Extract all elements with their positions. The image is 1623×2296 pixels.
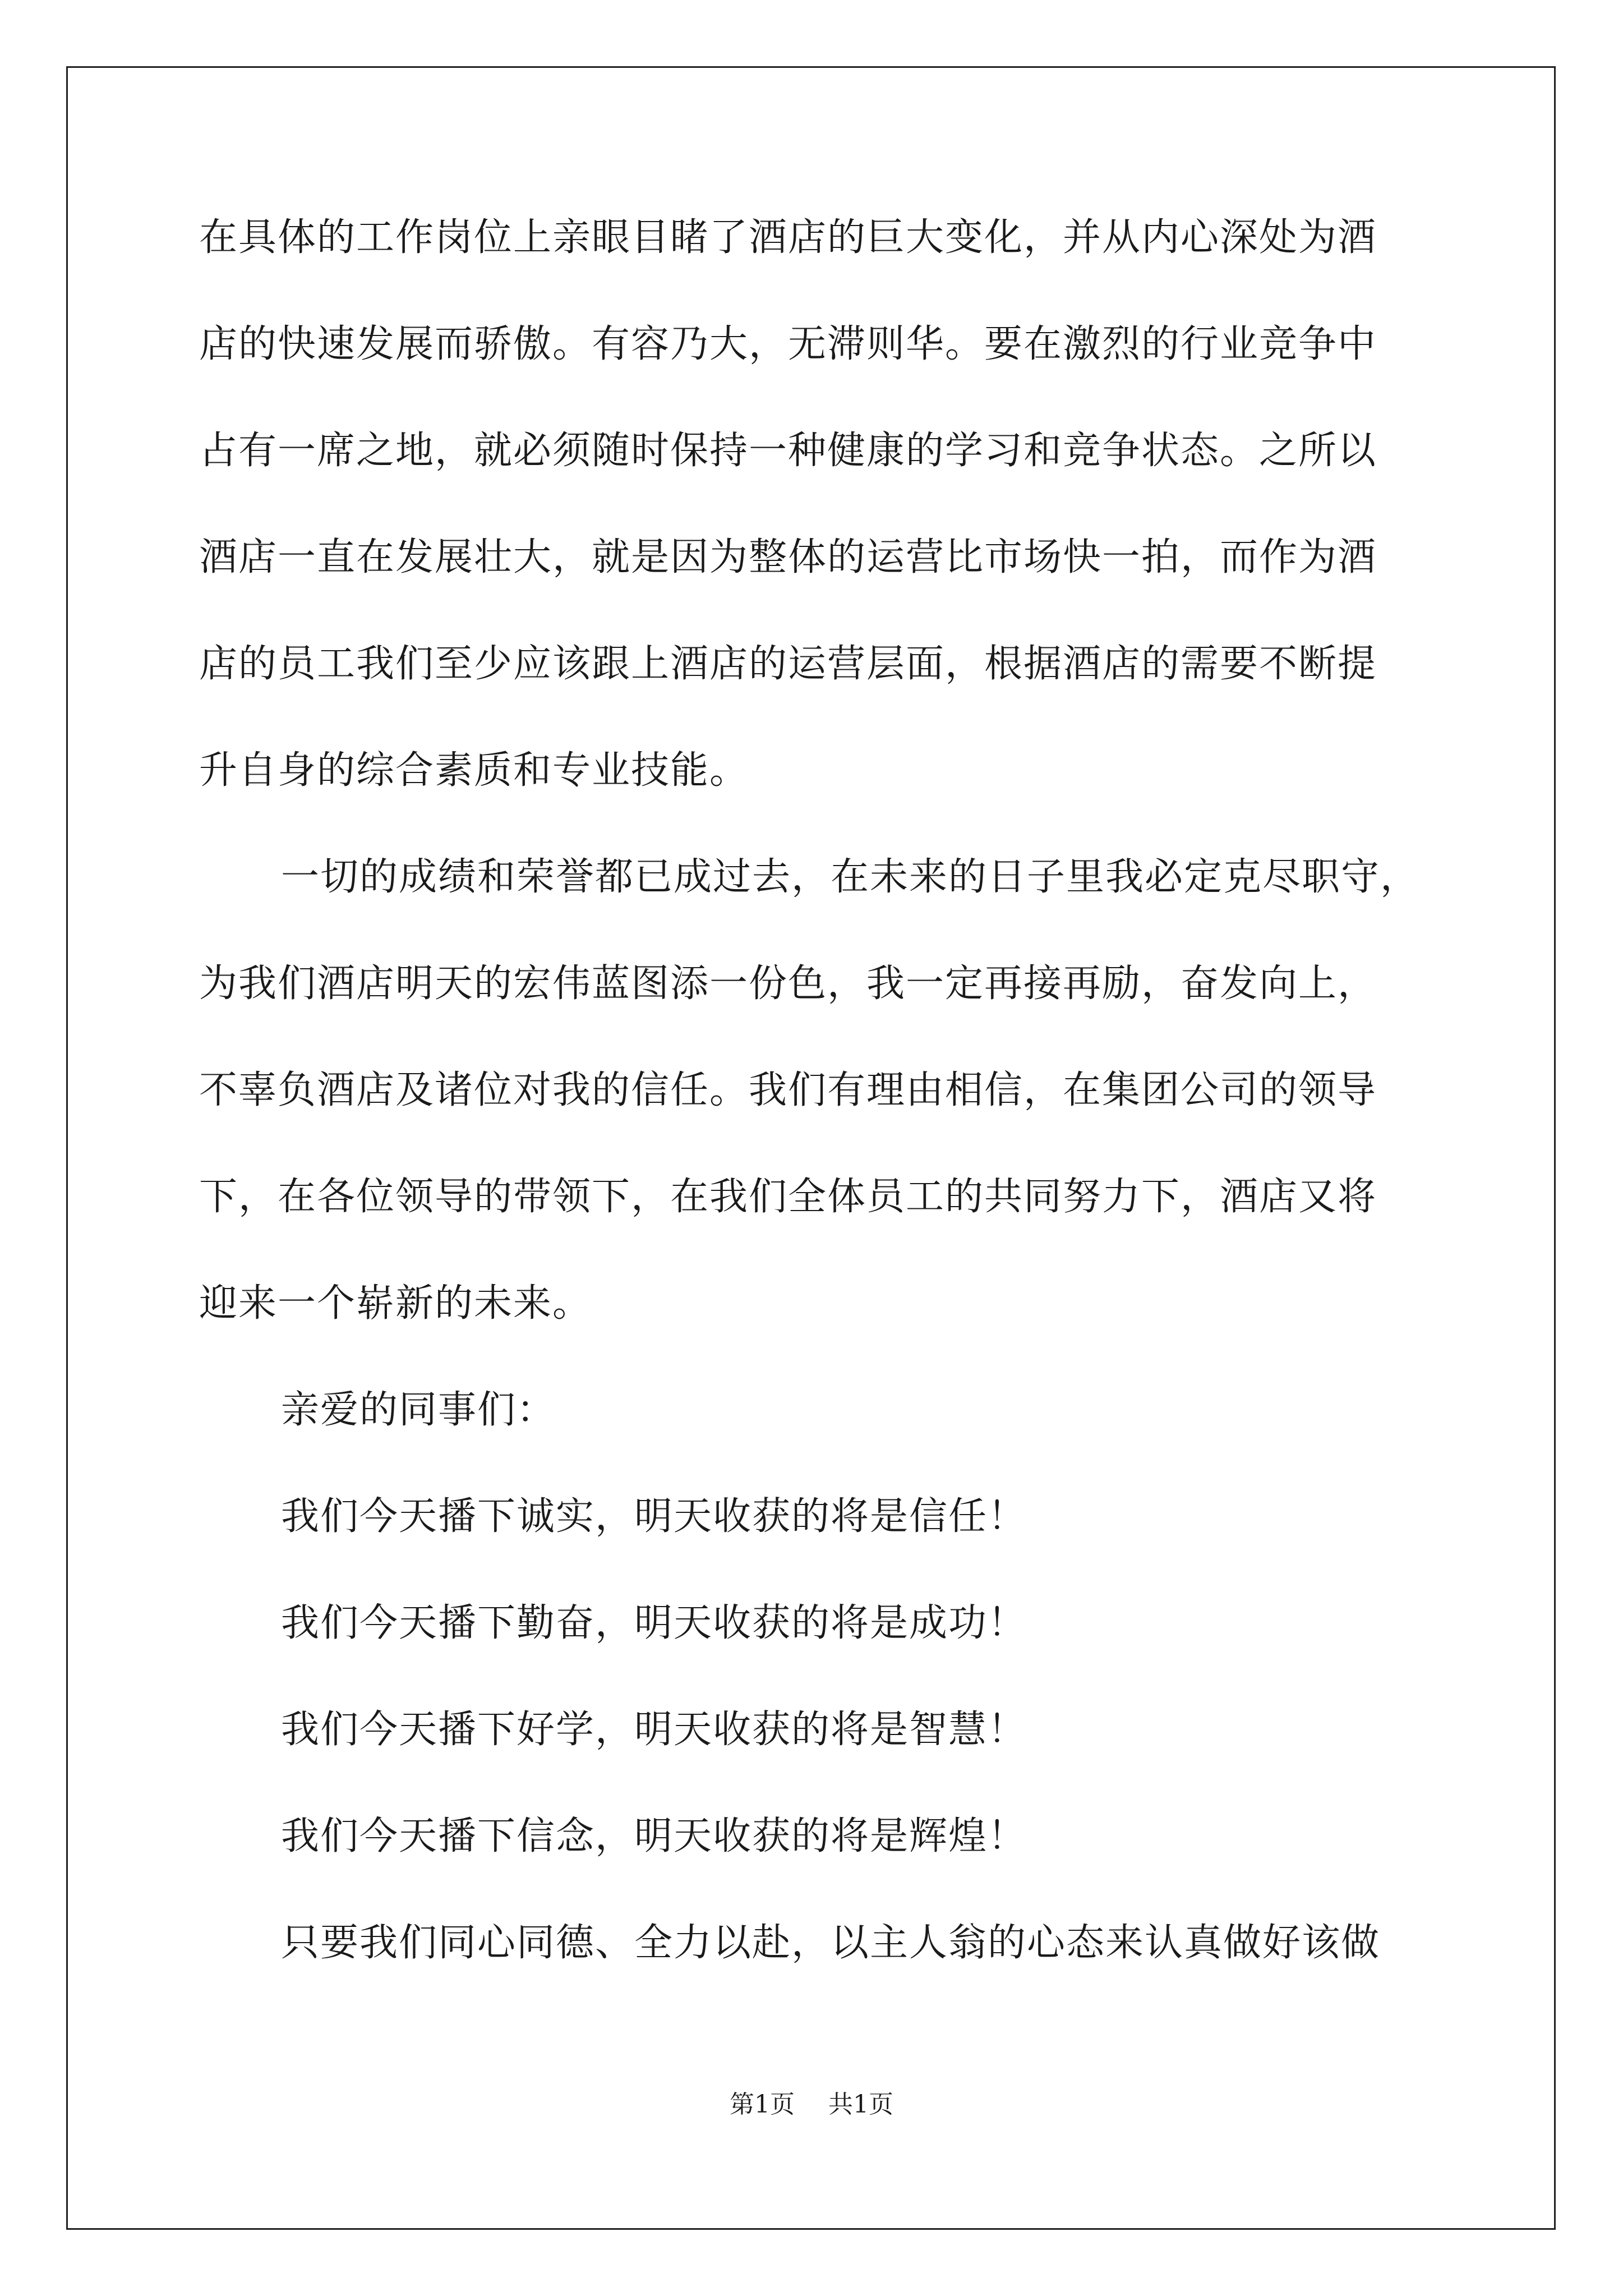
slogan-line: 我们今天播下勤奋，明天收获的将是成功！ xyxy=(281,1601,1027,1645)
paragraph-start-line: 只要我们同心同德、全力以赴，以主人翁的心态来认真做好该做 xyxy=(281,1921,1381,1965)
text-line: 下，在各位领导的带领下，在我们全体员工的共同努力下，酒店又将 xyxy=(199,1175,1377,1219)
text-line: 占有一席之地，就必须随时保持一种健康的学习和竞争状态。之所以 xyxy=(199,429,1377,473)
text-line: 店的员工我们至少应该跟上酒店的运营层面，根据酒店的需要不断提 xyxy=(199,642,1377,686)
text-line: 为我们酒店明天的宏伟蓝图添一份色，我一定再接再励，奋发向上， xyxy=(199,961,1377,1006)
page-footer xyxy=(0,2092,1623,2117)
slogan-line: 我们今天播下好学，明天收获的将是智慧！ xyxy=(281,1708,1027,1752)
text-line: 在具体的工作岗位上亲眼目睹了酒店的巨大变化，并从内心深处为酒 xyxy=(199,215,1377,260)
text-line: 酒店一直在发展壮大，就是因为整体的运营比市场快一拍，而作为酒 xyxy=(199,535,1377,579)
slogan-line: 我们今天播下诚实，明天收获的将是信任！ xyxy=(281,1494,1027,1539)
text-line: 店的快速发展而骄傲。有容乃大，无滞则华。要在激烈的行业竞争中 xyxy=(199,322,1377,366)
page-total: 共1页 xyxy=(828,2090,893,2119)
salutation-line: 亲爱的同事们： xyxy=(281,1388,556,1432)
text-line: 升自身的综合素质和专业技能。 xyxy=(199,748,749,793)
page-number: 第1页 xyxy=(730,2090,795,2119)
slogan-line: 我们今天播下信念，明天收获的将是辉煌！ xyxy=(281,1814,1027,1858)
text-line: 迎来一个崭新的未来。 xyxy=(199,1281,592,1326)
document-body xyxy=(199,215,1433,2031)
text-line: 不辜负酒店及诸位对我的信任。我们有理由相信，在集团公司的领导 xyxy=(199,1068,1377,1112)
paragraph-start-line: 一切的成绩和荣誉都已成过去，在未来的日子里我必定克尽职守， xyxy=(281,855,1420,899)
